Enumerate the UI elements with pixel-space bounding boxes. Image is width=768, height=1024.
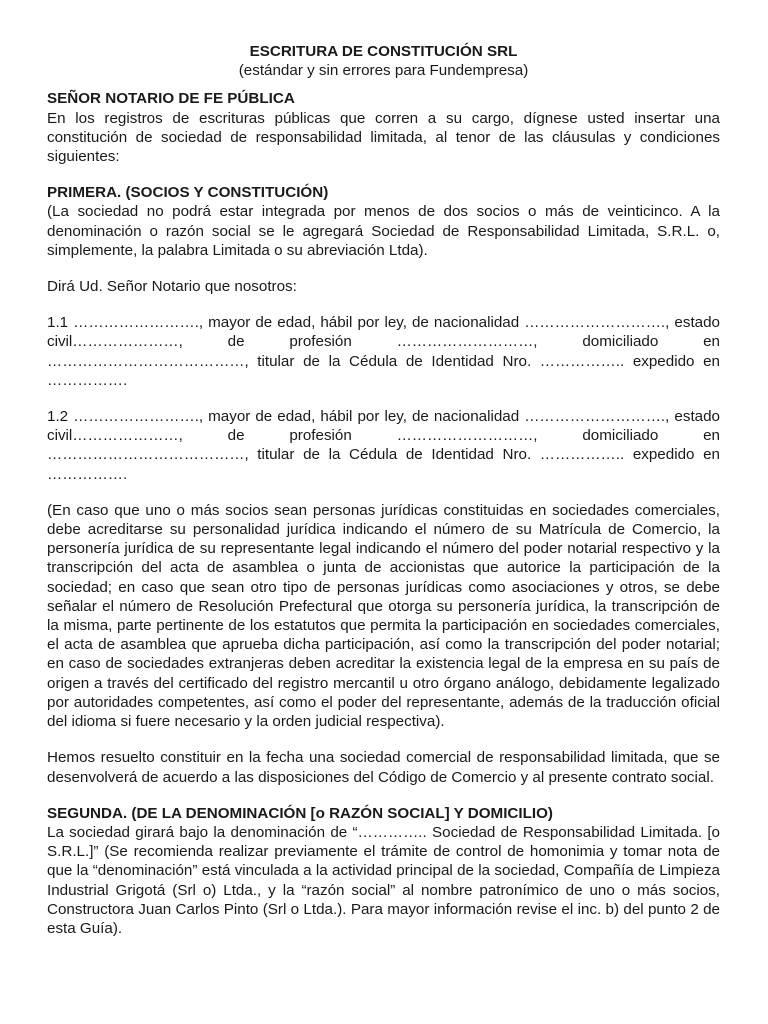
document-subtitle: (estándar y sin errores para Fundempresa) [238,62,529,80]
resolution-paragraph: Hemos resuelto constituir en la fecha una sociedad comercial de responsabilidad limitada, que se desenvolverá de acuerdo a las disposiciones del Código de Comercio y al presente contrato social. [47,749,720,786]
document-page [47,42,720,938]
clause-2-heading: SEGUNDA. (DE LA DENOMINACIÓN [o RAZÓN SOCIAL] Y DOMICILIO) [47,804,553,822]
salutation-heading: SEÑOR NOTARIO DE FE PÚBLICA [47,90,295,108]
partner-1-paragraph: 1.1 ……………………., mayor de edad, hábil por ley, de nacionalidad ………………………., estado civil…………………, de profesión ………………………, domiciliado en …………………………………, titular de la Cédula de Identidad Nro. …………….. expedido en ……………. [47,314,720,389]
partner-2-paragraph: 1.2 ……………………., mayor de edad, hábil por ley, de nacionalidad ………………………., estado civil…………………, de profesión ………………………, domiciliado en …………………………………, titular de la Cédula de Identidad Nro. …………….. expedido en ……………. [47,408,720,483]
legal-entities-paragraph: (En caso que uno o más socios sean personas jurídicas constituidas en sociedades comerciales, debe acreditarse su personalidad jurídica indicando el número de su Matrícula de Comercio, la personería jurídica de su representante legal indicando el número del poder notarial respectivo y la transcripción del acta de asamblea o junta de accionistas que autorice la participación de la sociedad; en caso que sean otro tipo de personas jurídicas como asociaciones y otros, se debe señalar el número de Resolución Prefectural que otorga su personería jurídica, la transcripción de la misma, parte pertinente de los estatutos que permita la participación en sociedades comerciales, el acta de asamblea que aprueba dicha participación, así como la transcripción del poder notarial; en caso de sociedades extranjeras deben acreditar la existencia legal de la empresa en su país de origen a través del certificado del registro mercantil u otro órgano análogo, debidamente legalizado por autoridades competentes, así como el poder del representante, además de la traducción oficial del idioma si fuere necesario y la orden judicial respectiva). [47,501,720,731]
document-title: ESCRITURA DE CONSTITUCIÓN SRL [249,43,518,60]
clause-1-lead: Dirá Ud. Señor Notario que nosotros: [47,278,297,296]
clause-2-body: La sociedad girará bajo la denominación de “………….. Sociedad de Responsabilidad Limitada. [o S.R.L.]” (Se recomienda realizar previamente el trámite de control de homonimia y tomar nota de que la “denominación” está vinculada a la actividad principal de la sociedad, Compañía de Limpieza Industrial Grigotá (Srl o) Ltda., y la “razón social” al nombre patronímico de uno o más socios, Constructora Juan Carlos Pinto (Srl o Ltda.). Para mayor información revise el inc. b) del punto 2 de esta Guía). [47,823,720,937]
clause-1-note: (La sociedad no podrá estar integrada por menos de dos socios o más de veinticinco. A la denominación o razón social se le agregará Sociedad de Responsabilidad Limitada, S.R.L. o, simplemente, la palabra Limitada o su abreviación Ltda). [47,203,720,259]
clause-1-heading: PRIMERA. (SOCIOS Y CONSTITUCIÓN) [47,184,329,202]
intro-paragraph: En los registros de escrituras públicas que corren a su cargo, dígnese usted insertar una constitución de sociedad de responsabilidad limitada, al tenor de las cláusulas y condiciones siguientes: [47,109,720,166]
